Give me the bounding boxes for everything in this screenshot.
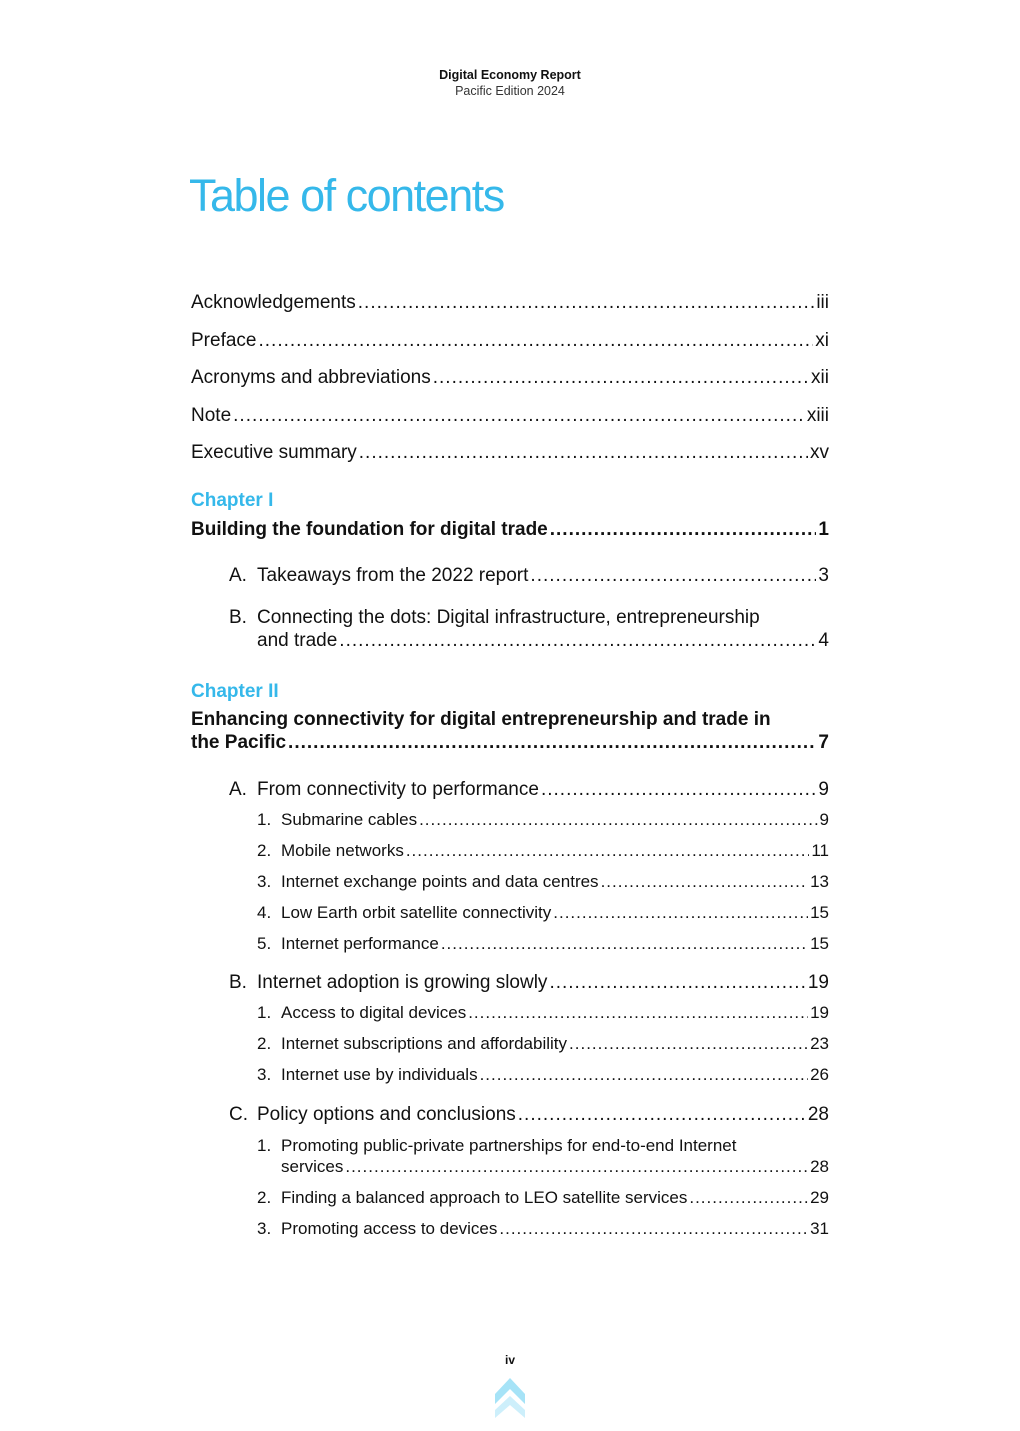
toc-page-number: 9 xyxy=(819,809,829,829)
item-number: 2. xyxy=(257,1033,272,1053)
toc-entry-label: Note xyxy=(191,404,232,426)
toc-page-number: 9 xyxy=(818,778,829,800)
chapter-title-line1: Enhancing connectivity for digital entrepreneurship and trade in xyxy=(191,708,771,730)
dot-leader xyxy=(518,1103,806,1126)
toc-entry-preface[interactable] xyxy=(191,328,829,366)
toc-page-number: iii xyxy=(816,292,829,313)
item-title: Mobile networks xyxy=(281,840,404,860)
toc-page-number: 29 xyxy=(810,1187,829,1207)
chapter-1-block xyxy=(191,489,829,652)
toc-page-number: xv xyxy=(810,442,829,463)
item-title: Access to digital devices xyxy=(281,1002,467,1022)
item-title-line2: services xyxy=(281,1156,344,1176)
toc-section-1b[interactable] xyxy=(229,606,829,652)
item-number: 1. xyxy=(257,1002,272,1022)
section-2c-items xyxy=(257,1135,829,1239)
toc-page-number: 3 xyxy=(818,564,829,586)
toc-item-internet-use[interactable] xyxy=(257,1064,829,1085)
section-title-line1: Connecting the dots: Digital infrastructure, entrepreneurship xyxy=(257,606,760,628)
toc-section-2c[interactable] xyxy=(229,1103,829,1126)
dot-leader xyxy=(419,809,817,830)
toc-page-number: xii xyxy=(811,367,829,388)
toc-item-digital-devices[interactable] xyxy=(257,1002,829,1023)
dot-leader xyxy=(550,518,817,541)
toc-page-number: 28 xyxy=(807,1103,829,1125)
chapter-2-label: Chapter II xyxy=(191,680,279,702)
dot-leader xyxy=(358,290,815,316)
toc-entry-label: Preface xyxy=(191,329,257,351)
toc-page-number: 26 xyxy=(810,1064,829,1084)
dot-leader xyxy=(441,933,808,954)
toc-entry-executive-summary[interactable] xyxy=(191,440,829,478)
item-title: Submarine cables xyxy=(281,809,418,829)
item-number: 3. xyxy=(257,871,272,891)
toc-page-number: 28 xyxy=(810,1156,829,1176)
section-2a-items xyxy=(257,809,829,954)
dot-leader xyxy=(468,1002,808,1023)
section-title: From connectivity to performance xyxy=(257,778,539,800)
chevron-up-logo-icon xyxy=(495,1378,525,1418)
item-title: Internet exchange points and data centres xyxy=(281,871,599,891)
dot-leader xyxy=(345,1156,808,1177)
toc-entry-label: Executive summary xyxy=(191,442,357,463)
dot-leader xyxy=(541,778,816,801)
dot-leader xyxy=(258,328,813,354)
dot-leader xyxy=(359,440,808,466)
toc-page-number: 15 xyxy=(810,902,829,922)
section-number: A. xyxy=(229,564,247,586)
section-title-line2: and trade xyxy=(257,629,338,651)
section-title: Policy options and conclusions xyxy=(257,1103,516,1125)
item-title: Low Earth orbit satellite connectivity xyxy=(281,902,552,922)
toc-section-1a[interactable] xyxy=(229,564,829,587)
toc-item-internet-performance[interactable] xyxy=(257,933,829,954)
toc-page-number: 19 xyxy=(807,971,829,993)
section-number: B. xyxy=(229,606,247,628)
dot-leader xyxy=(480,1064,809,1085)
dot-leader xyxy=(499,1218,808,1239)
toc-item-access-devices[interactable] xyxy=(257,1218,829,1239)
dot-leader xyxy=(569,1033,808,1054)
dot-leader xyxy=(406,840,810,861)
toc-item-ppp[interactable] xyxy=(257,1135,829,1177)
item-number: 3. xyxy=(257,1218,272,1238)
item-number: 2. xyxy=(257,1187,272,1207)
item-title-line1: Promoting public-private partnerships for end-to-end Internet xyxy=(281,1135,737,1155)
report-title: Digital Economy Report xyxy=(439,68,581,82)
page-title: Table of contents xyxy=(189,170,504,221)
dot-leader xyxy=(553,902,808,923)
chapter-1-label: Chapter I xyxy=(191,489,274,511)
table-of-contents xyxy=(191,290,829,1239)
dot-leader xyxy=(549,971,805,994)
item-title: Internet use by individuals xyxy=(281,1064,478,1084)
chapter-2-title[interactable] xyxy=(191,708,829,754)
page-number: iv xyxy=(504,1353,515,1367)
report-edition: Pacific Edition 2024 xyxy=(455,84,565,98)
toc-entry-note[interactable] xyxy=(191,403,829,441)
toc-page-number: 11 xyxy=(811,840,829,860)
section-2b-items xyxy=(257,1002,829,1085)
section-number: B. xyxy=(229,971,247,993)
item-title: Internet subscriptions and affordability xyxy=(281,1033,568,1053)
dot-leader xyxy=(339,629,816,652)
running-head xyxy=(0,67,1020,99)
toc-entry-label: Acronyms and abbreviations xyxy=(191,367,431,388)
item-number: 1. xyxy=(257,1135,272,1155)
toc-page-number: 15 xyxy=(810,933,829,953)
toc-page-number: 23 xyxy=(810,1033,829,1053)
item-title: Finding a balanced approach to LEO satellite services xyxy=(281,1187,688,1207)
section-number: A. xyxy=(229,778,247,800)
toc-page-number: 1 xyxy=(818,518,829,540)
dot-leader xyxy=(233,403,805,429)
toc-item-ixp-data-centres[interactable] xyxy=(257,871,829,892)
dot-leader xyxy=(601,871,809,892)
chapter-title-line2: the Pacific xyxy=(191,731,287,753)
toc-page-number: 4 xyxy=(818,629,829,651)
dot-leader xyxy=(689,1187,808,1208)
chapter-1-title[interactable] xyxy=(191,518,829,541)
item-title: Internet performance xyxy=(281,933,439,953)
toc-page-number: 19 xyxy=(810,1002,829,1022)
dot-leader xyxy=(288,731,816,754)
toc-section-2a[interactable] xyxy=(229,778,829,801)
dot-leader xyxy=(433,365,809,391)
toc-entry-acronyms[interactable] xyxy=(191,365,829,403)
section-number: C. xyxy=(229,1103,248,1125)
toc-entry-label: Acknowledgements xyxy=(191,292,356,313)
section-title: Internet adoption is growing slowly xyxy=(257,971,548,993)
toc-item-submarine-cables[interactable] xyxy=(257,809,829,830)
toc-item-mobile-networks[interactable] xyxy=(257,840,829,861)
dot-leader xyxy=(530,564,816,587)
toc-item-leo-approach[interactable] xyxy=(257,1187,829,1208)
toc-page-number: 7 xyxy=(818,731,829,753)
item-number: 4. xyxy=(257,902,272,922)
toc-item-leo-satellite[interactable] xyxy=(257,902,829,923)
chapter-2-block xyxy=(191,680,829,1239)
toc-entry-acknowledgements[interactable] xyxy=(191,290,829,328)
toc-page-number: 13 xyxy=(810,871,829,891)
toc-page-number: 31 xyxy=(810,1218,829,1238)
toc-page-number: xiii xyxy=(806,404,829,426)
item-number: 5. xyxy=(257,933,272,953)
item-number: 1. xyxy=(257,809,272,829)
item-number: 2. xyxy=(257,840,272,860)
item-title: Promoting access to devices xyxy=(281,1218,498,1238)
chapter-title-text: Building the foundation for digital trade xyxy=(191,518,548,540)
toc-section-2b[interactable] xyxy=(229,971,829,994)
item-number: 3. xyxy=(257,1064,272,1084)
section-title: Takeaways from the 2022 report xyxy=(257,564,529,586)
toc-item-subscriptions[interactable] xyxy=(257,1033,829,1054)
front-matter-list xyxy=(191,290,829,478)
toc-page-number: xi xyxy=(815,329,829,351)
